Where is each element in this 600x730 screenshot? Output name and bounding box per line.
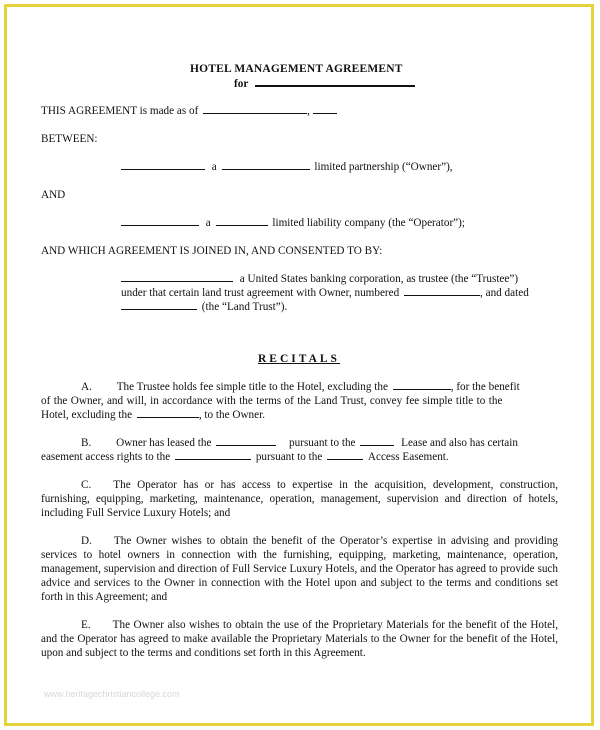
recital-a-text-4: Hotel, excluding the (41, 409, 133, 421)
trustee-line-3 (121, 300, 287, 314)
recital-b-blank-4[interactable] (327, 450, 363, 460)
recital-c (41, 478, 558, 520)
party1-end: limited partnership (“Owner”), (314, 161, 453, 173)
intro-line: THIS AGREEMENT is made as of , (41, 104, 337, 118)
recital-a-label: A. (81, 381, 92, 393)
recital-a-line-2: of the Owner, and will, in accordance with the terms of the Land Trust, convey fee simple title to the (41, 395, 503, 407)
recital-e-label: E. (81, 619, 91, 631)
intro-text: THIS AGREEMENT is made as of (41, 105, 199, 117)
recital-b-label: B. (81, 437, 92, 449)
trustee-line2b-text: , and dated (480, 287, 529, 299)
party1-name-blank[interactable] (121, 160, 205, 170)
recital-b-blank-2[interactable] (360, 436, 394, 446)
recital-c-label: C. (81, 479, 92, 491)
party2-state-blank[interactable] (216, 216, 268, 226)
watermark: www.heritagechristiancollege.com (44, 689, 180, 699)
recital-d-label: D. (81, 535, 92, 547)
party1-mid: a (211, 161, 217, 173)
party2-mid: a (205, 217, 211, 229)
recital-b-text-2: pursuant to the (289, 437, 356, 449)
trustee-line-2 (121, 286, 529, 300)
for-blank[interactable] (255, 76, 415, 87)
party1-state-blank[interactable] (222, 160, 310, 170)
recital-b-text-6: Access Easement. (367, 451, 449, 463)
recital-b-line-2 (41, 450, 449, 464)
trustee-name-blank[interactable] (121, 272, 233, 282)
trustee-line-1 (121, 272, 518, 286)
recital-a-text-5: , to the Owner. (198, 409, 266, 421)
document-page (10, 10, 588, 722)
and-label: AND (41, 189, 66, 201)
party1-line (121, 160, 453, 174)
recital-b-blank-3[interactable] (175, 450, 251, 460)
recital-b-text-3: Lease and also has certain (401, 437, 518, 449)
recital-c-text: The Operator has or has access to expertise in the acquisition, development, construction, furnishing, equipping, marketing, maintenance, operation, management, supervision and direction of hotels, including Full Service Luxury Hotels; and (41, 479, 558, 519)
trustee-line2a-text: under that certain land trust agreement with Owner, numbered (121, 287, 400, 299)
recital-a-blank-1[interactable] (393, 380, 451, 390)
for-line (234, 76, 415, 91)
party2-end: limited liability company (the “Operator”); (272, 217, 465, 229)
recital-e-text: The Owner also wishes to obtain the use of the Proprietary Materials for the benefit of the Hotel, and the Operator has agreed to make available the Proprietary Materials to the Owner for the benefit of the Hotel, upon and subject to the terms and conditions set forth in this Agreement. (41, 619, 558, 659)
recital-b-line-1 (81, 436, 518, 450)
recital-a-blank-2[interactable] (137, 408, 199, 418)
trust-date-blank[interactable] (121, 300, 197, 310)
recital-b-text-4: easement access rights to the (41, 451, 171, 463)
trust-number-blank[interactable] (404, 286, 480, 296)
party2-line (121, 216, 465, 230)
recital-b-text-5: pursuant to the (255, 451, 323, 463)
joined-line: AND WHICH AGREEMENT IS JOINED IN, AND CONSENTED TO BY: (41, 245, 383, 257)
for-label: for (234, 78, 249, 90)
between-label: BETWEEN: (41, 133, 98, 145)
document-title: HOTEL MANAGEMENT AGREEMENT (190, 63, 403, 75)
year-blank[interactable] (313, 104, 337, 114)
trustee-line3-text: (the “Land Trust”). (201, 301, 288, 313)
recital-a-line-3 (41, 408, 265, 422)
recital-d-text: The Owner wishes to obtain the benefit of the Operator’s expertise in advising and providing services to hotel owners in connection with the furnishing, equipping, marketing, maintenance, operation, management, supervision and direction of Full Service Luxury Hotels, and the Operator has agreed to provide such advice and services to the Owner in connection with the Hotel upon and subject to the terms and conditions set forth in this Agreement; and (41, 535, 558, 603)
party2-name-blank[interactable] (121, 216, 199, 226)
trustee-line1-text: a United States banking corporation, as trustee (the “Trustee”) (239, 273, 519, 285)
date-blank[interactable] (203, 104, 307, 114)
recital-a-text-1: The Trustee holds fee simple title to the Hotel, excluding the (116, 381, 388, 393)
recital-d (41, 534, 558, 604)
recital-e (41, 618, 558, 660)
recital-a-line-1 (81, 380, 520, 394)
recital-b-blank-1[interactable] (216, 436, 276, 446)
recital-b-text-1: Owner has leased the (116, 437, 212, 449)
recital-a-text-2: , for the benefit (450, 381, 520, 393)
recitals-heading: RECITALS (258, 353, 340, 365)
